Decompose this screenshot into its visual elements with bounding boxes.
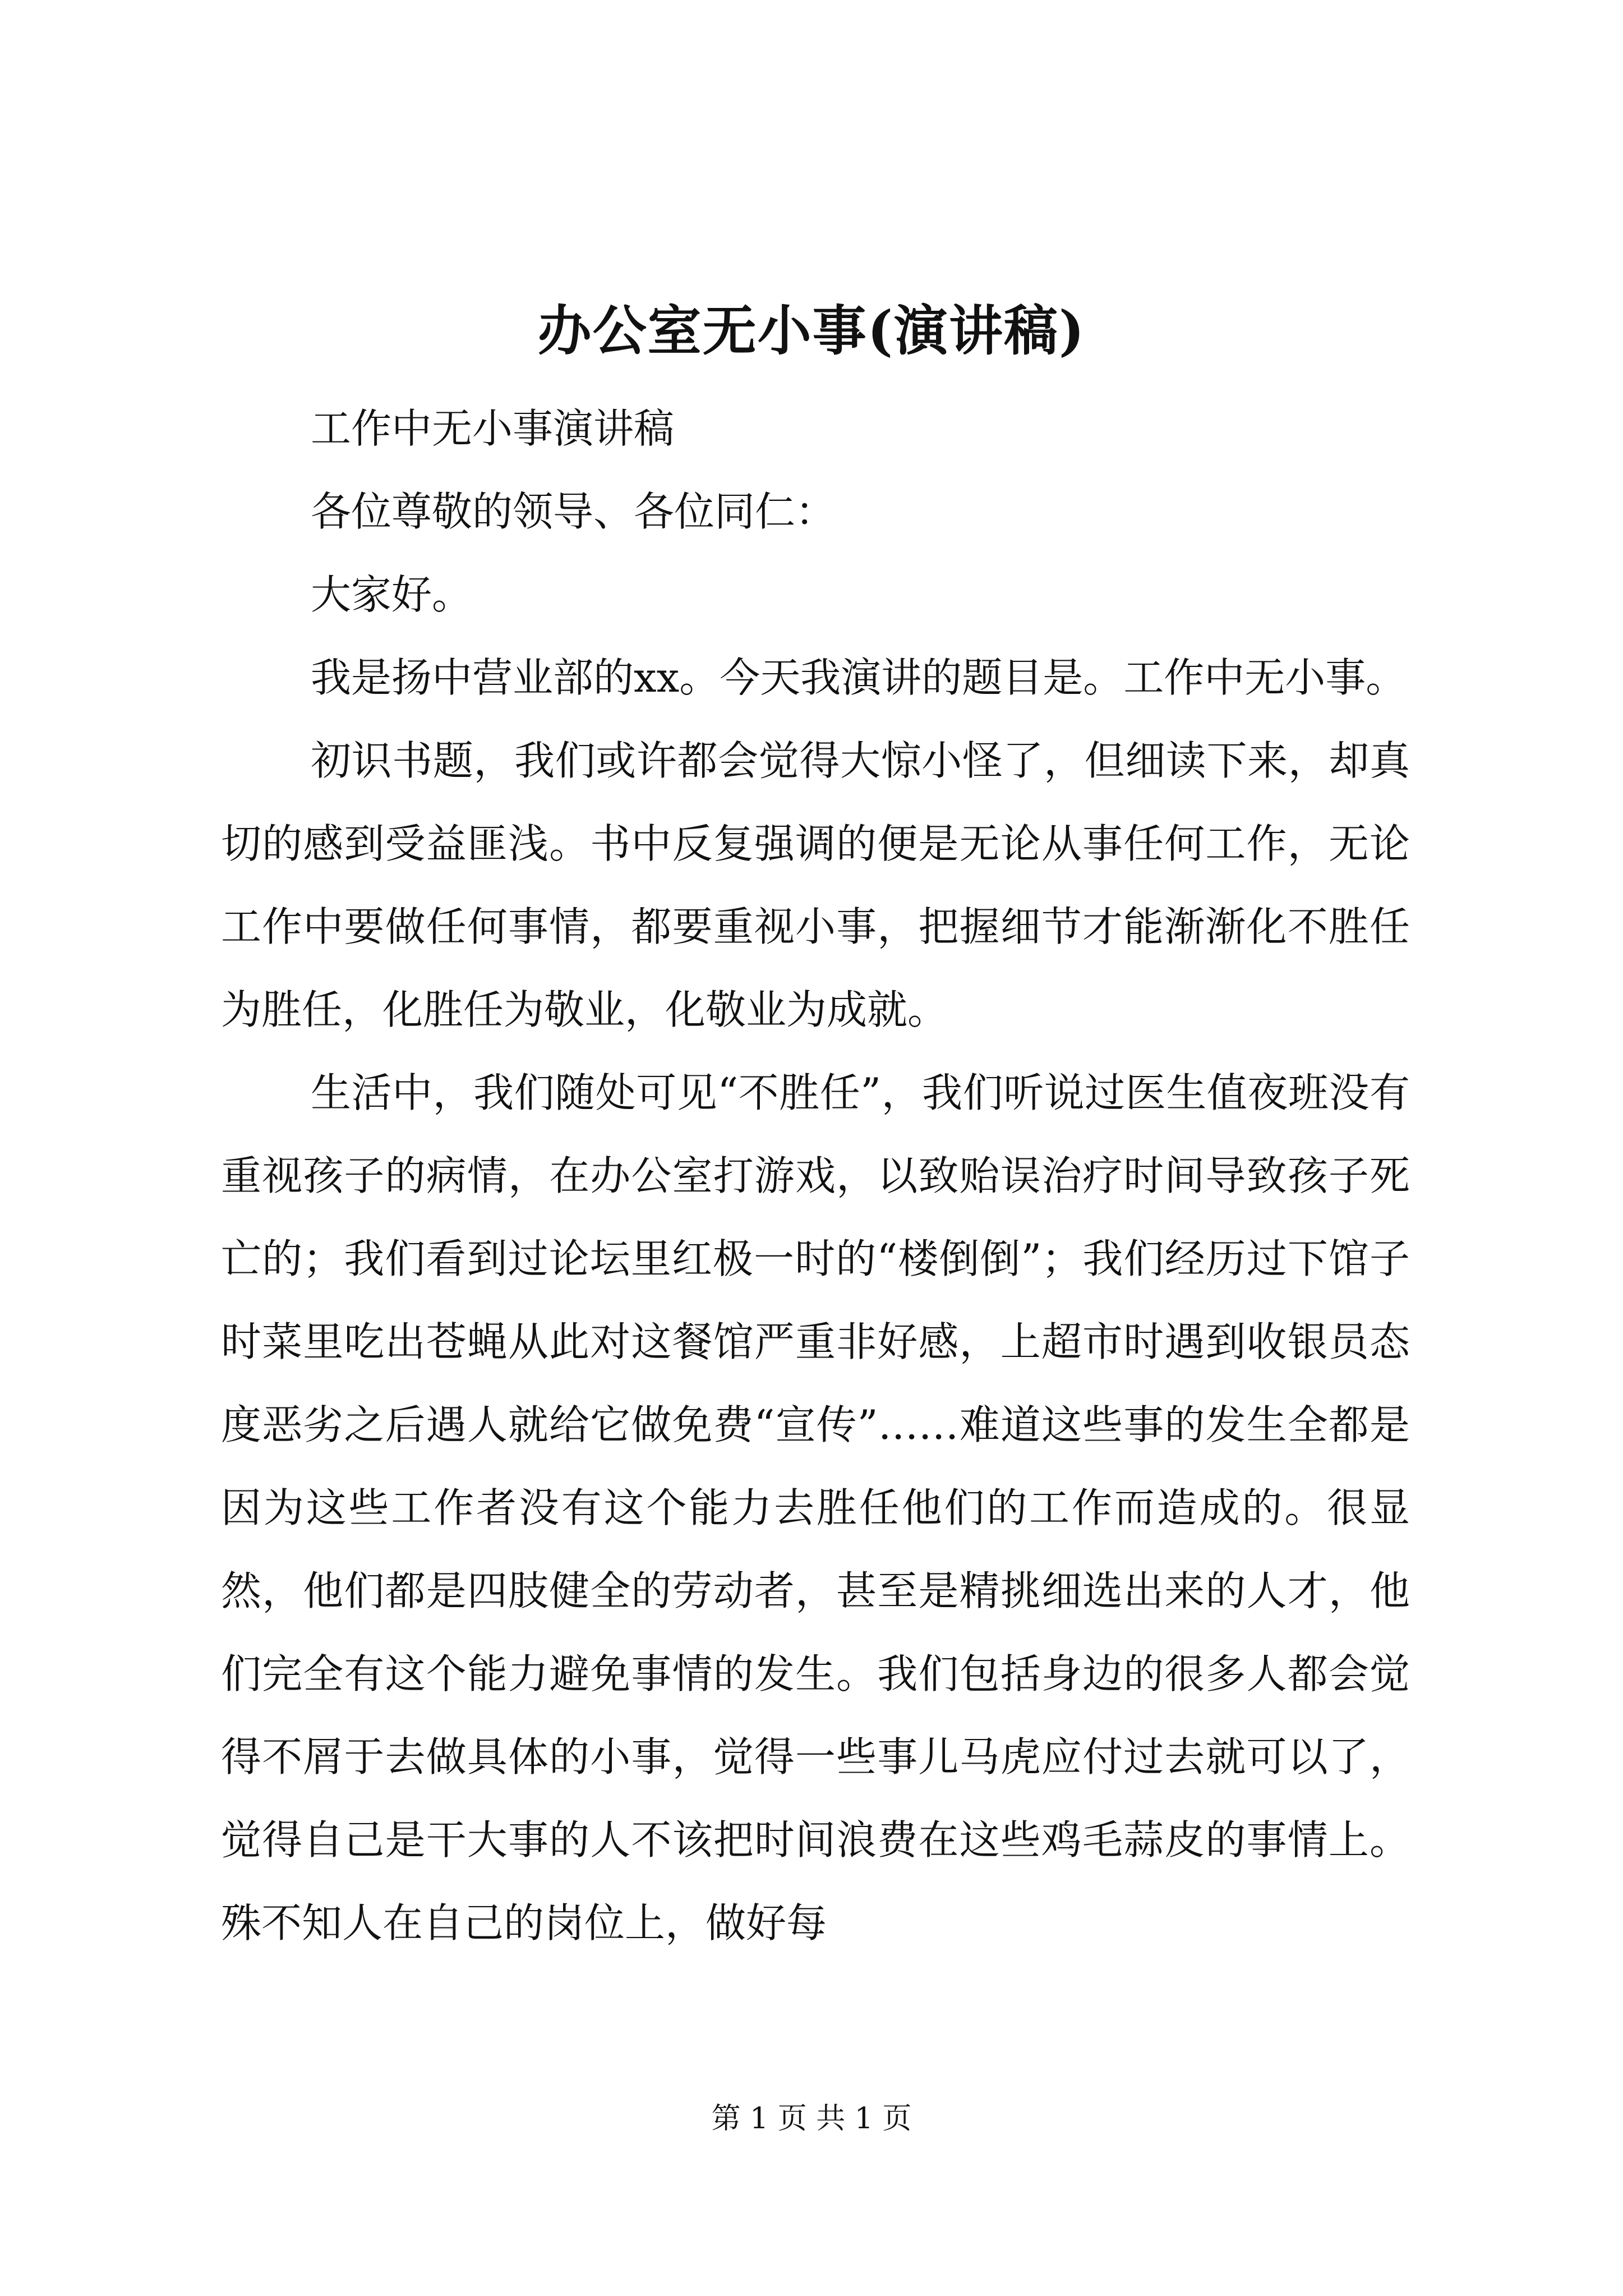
document-body (221, 387, 1410, 1964)
paragraph-book-reflection: 初识书题，我们或许都会觉得大惊小怪了，但细读下来，却真切的感到受益匪浅。书中反复强调的便是无论从事任何工作，无论工作中要做任何事情，都要重视小事，把握细节才能渐渐化不胜任为胜任，化胜任为敬业，化敬业为成就。 (221, 737, 1410, 1033)
paragraph-life-examples: 生活中，我们随处可见“不胜任”，我们听说过医生值夜班没有重视孩子的病情，在办公室打游戏，以致贻误治疗时间导致孩子死亡的；我们看到过论坛里红极一时的“楼倒倒”；我们经历过下馆子时菜里吃出苍蝇从此对这餐馆严重非好感，上超市时遇到收银员态度恶劣之后遇人就给它做免费“宣传”……难道这些事的发生全都是因为这些工作者没有这个能力去胜任他们的工作而造成的。很显然，他们都是四肢健全的劳动者，甚至是精挑细选出来的人才，他们完全有这个能力避免事情的发生。我们包括身边的很多人都会觉得不屑于去做具体的小事，觉得一些事儿马虎应付过去就可以了，觉得自己是干大事的人不该把时间浪费在这些鸡毛蒜皮的事情上。殊不知人在自己的岗位上，做好每 (221, 1069, 1410, 1947)
page-footer: 第 1 页 共 1 页 (711, 2102, 912, 2136)
paragraph-salutation: 各位尊敬的领导、各位同仁： (311, 488, 836, 535)
paragraph-greeting: 大家好。 (311, 571, 473, 618)
paragraph-subtitle: 工作中无小事演讲稿 (311, 405, 675, 452)
paragraph-introduction: 我是扬中营业部的xx。今天我演讲的题目是。工作中无小事。 (311, 654, 1407, 701)
document-title: 办公室无小事(演讲稿) (537, 299, 1086, 362)
